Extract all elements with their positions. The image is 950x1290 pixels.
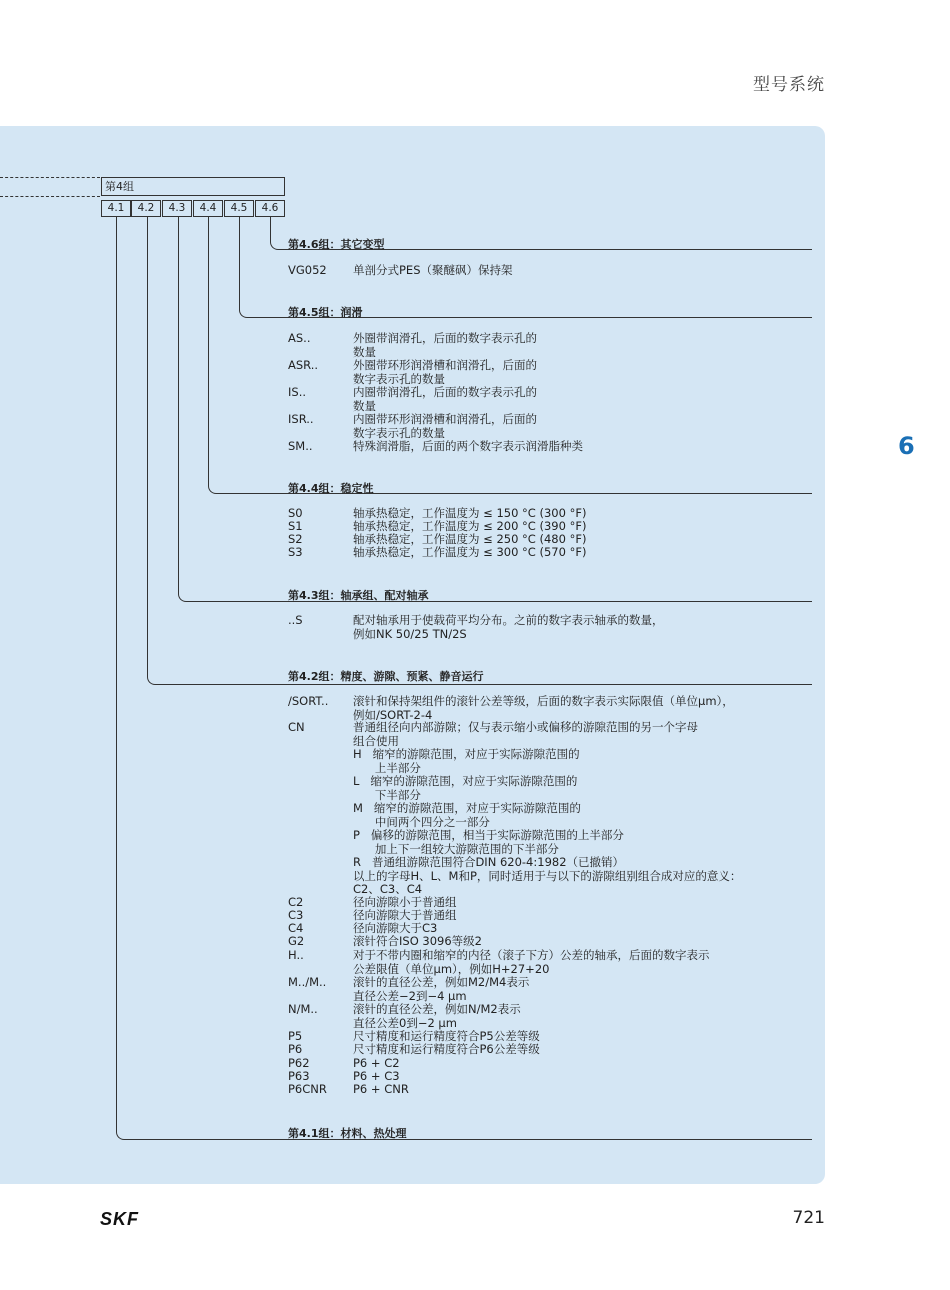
connector-4-1-vertical [116,217,117,1130]
chapter-tab-number[interactable]: 6 [898,432,915,460]
cell-4-1: 4.1 [101,200,131,217]
connector-4-1-rule [125,1139,812,1140]
entry-desc: 轴承热稳定，工作温度为 ≤ 300 °C (570 °F) [353,545,587,559]
connector-4-4-vertical [208,217,209,484]
cell-4-2: 4.2 [131,200,161,217]
entry-desc: 径向游隙大于C3 [353,921,438,935]
section-title-4-3: 第4.3组：轴承组、配对轴承 [288,589,429,602]
entry-code: AS.. [288,331,311,345]
connector-4-2-rule [156,684,812,685]
entry-desc: 轴承热稳定，工作温度为 ≤ 250 °C (480 °F) [353,532,587,546]
entry-desc: 径向游隙大于普通组 [353,908,457,922]
cell-4-4: 4.4 [193,200,223,217]
entry-desc: 滚针符合ISO 3096等级2 [353,934,482,948]
page-number: 721 [792,1208,825,1228]
entry-code: P62 [288,1056,310,1070]
entry-code: P63 [288,1069,310,1083]
entry-desc: 配对轴承用于使载荷平均分布。之前的数字表示轴承的数量， 例如NK 50/25 TN/2S [353,613,664,641]
entry-code: P5 [288,1029,303,1043]
cell-4-3: 4.3 [162,200,192,217]
dashed-leader-bottom [0,196,100,197]
entry-desc: 轴承热稳定，工作温度为 ≤ 200 °C (390 °F) [353,519,587,533]
connector-4-6-vertical [270,217,271,240]
skf-logo: SKF [100,1209,139,1229]
entry-desc: 径向游隙小于普通组 [353,895,457,909]
entry-code: IS.. [288,385,307,399]
entry-code: C4 [288,921,304,935]
entry-desc: 单剖分式PES（聚醚砜）保持架 [353,263,513,277]
entry-desc: 外圈带润滑孔，后面的数字表示孔的 数量 [353,331,537,359]
connector-4-5-vertical [239,217,240,308]
entry-desc: P6 + CNR [353,1082,409,1096]
entry-code: N/M.. [288,1002,318,1016]
entry-desc: 内圈带环形润滑槽和润滑孔，后面的 数字表示孔的数量 [353,412,537,440]
entry-code: P6CNR [288,1082,327,1096]
entry-desc: 普通组径向内部游隙；仅与表示缩小或偏移的游隙范围的另一个字母 组合使用 H 缩窄的游隙范围，对应于实际游隙范围的 上半部分 L 缩窄的游隙范围，对应于实际游隙范围的 下半部分 M 缩窄的游隙范围，对应于实际游隙范围的 中间两个四分之一部分 P 偏移的游隙范围，相当于实际游隙范围的上半部分 加上下一组较大游隙范围的下半部分 R 普通组游隙范围符合DIN 620-4:1982（已撤销） 以上的字母H、L、M和P，同时适用于与以下的游隙组别组合成对应的意义： C2、C3、C4 [353,720,742,896]
entry-code: SM.. [288,439,313,453]
entry-desc: 尺寸精度和运行精度符合P6公差等级 [353,1042,540,1056]
page-header-title: 型号系统 [753,75,825,95]
entry-code: ..S [288,613,303,627]
entry-desc: 特殊润滑脂，后面的两个数字表示润滑脂种类 [353,439,583,453]
entry-code: S3 [288,545,303,559]
entry-desc: 尺寸精度和运行精度符合P5公差等级 [353,1029,540,1043]
cell-4-5: 4.5 [224,200,254,217]
entry-code: ISR.. [288,412,314,426]
dashed-leader-top [0,177,100,178]
section-title-4-5: 第4.5组：润滑 [288,306,363,319]
entry-desc: P6 + C2 [353,1056,400,1070]
entry-code: C3 [288,908,304,922]
connector-4-3-vertical [178,217,179,592]
entry-desc: 滚针的直径公差，例如N/M2表示 直径公差0到−2 μm [353,1002,521,1030]
cell-4-6: 4.6 [255,200,285,217]
section-title-4-6: 第4.6组：其它变型 [288,238,385,251]
entry-code: H.. [288,948,304,962]
entry-desc: 内圈带润滑孔，后面的数字表示孔的 数量 [353,385,537,413]
entry-desc: 轴承热稳定，工作温度为 ≤ 150 °C (300 °F) [353,506,587,520]
entry-code: M../M.. [288,975,327,989]
connector-4-3-rule [187,601,812,602]
entry-code: VG052 [288,263,327,277]
entry-desc: 滚针的直径公差，例如M2/M4表示 直径公差−2到−4 μm [353,975,530,1003]
section-title-4-4: 第4.4组：稳定性 [288,482,374,495]
entry-code: CN [288,720,305,734]
entry-desc: P6 + C3 [353,1069,400,1083]
entry-code: C2 [288,895,304,909]
section-title-4-2: 第4.2组：精度、游隙、预紧、静音运行 [288,670,484,683]
entry-code: G2 [288,934,305,948]
entry-code: P6 [288,1042,303,1056]
group-4-header: 第4组 [101,177,285,196]
entry-code: S1 [288,519,303,533]
entry-desc: 对于不带内圈和缩窄的内径（滚子下方）公差的轴承，后面的数字表示 公差限值（单位μm），例如H+27+20 [353,948,710,976]
entry-code: /SORT.. [288,694,329,708]
entry-code: ASR.. [288,358,319,372]
section-title-4-1: 第4.1组：材料、热处理 [288,1127,407,1140]
connector-4-2-vertical [147,217,148,675]
entry-desc: 滚针和保持架组件的滚针公差等级，后面的数字表示实际限值（单位μm）， 例如/SORT-2-4 [353,694,734,722]
entry-code: S2 [288,532,303,546]
entry-code: S0 [288,506,303,520]
entry-desc: 外圈带环形润滑槽和润滑孔，后面的 数字表示孔的数量 [353,358,537,386]
